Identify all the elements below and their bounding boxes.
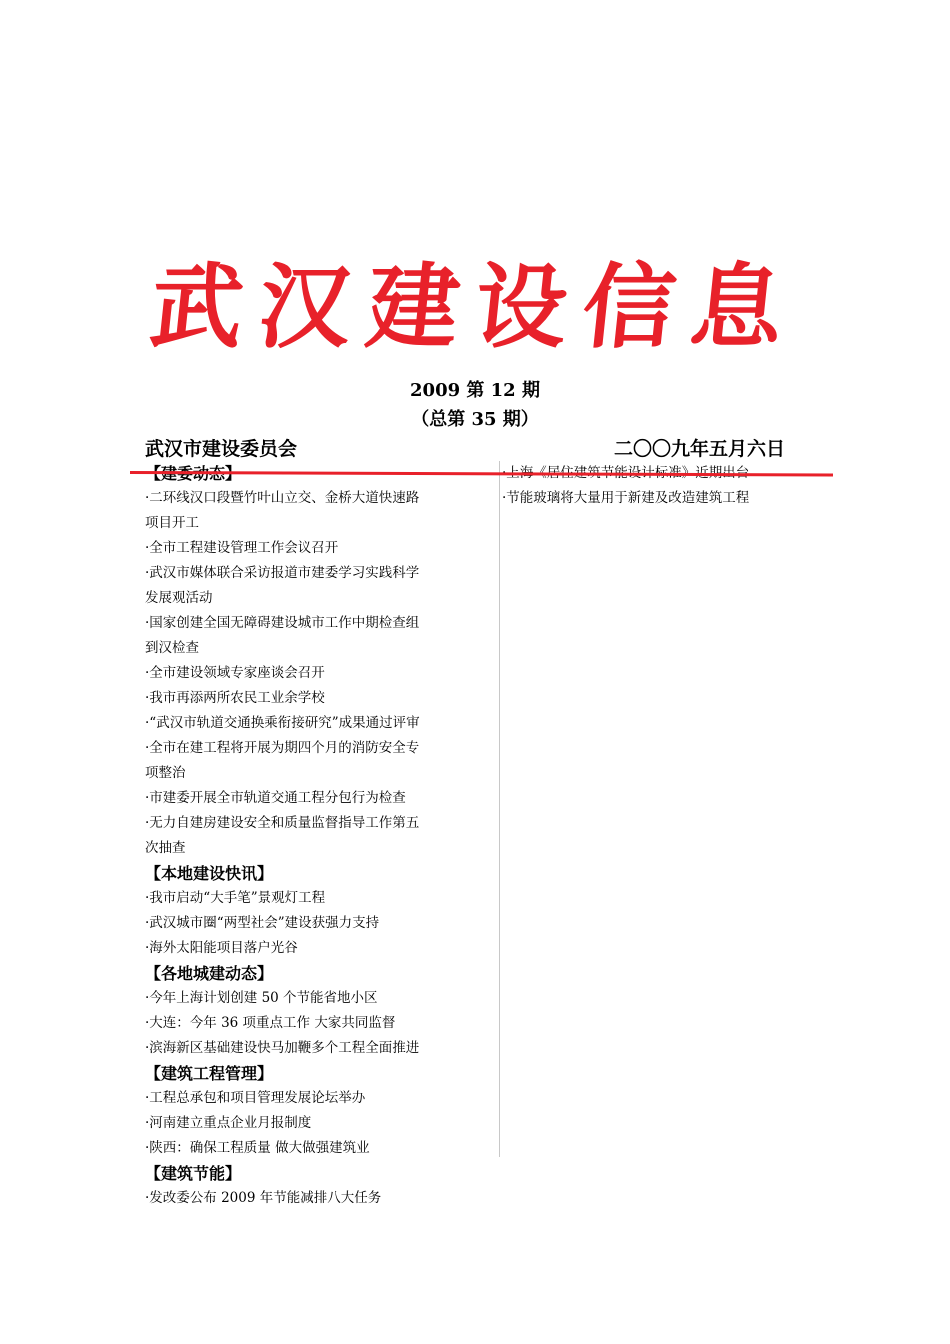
issue-total-number: （总第 35 期）	[411, 409, 539, 430]
headline-item[interactable]: 次抽查	[145, 840, 186, 856]
headline-item[interactable]: ·武汉城市圈“两型社会”建设获强力支持	[145, 915, 380, 931]
masthead-title: 武汉建设信息	[145, 254, 805, 361]
right-column	[502, 461, 802, 511]
issue-number: 2009 第 12 期	[410, 380, 540, 401]
headline-item[interactable]: ·市建委开展全市轨道交通工程分包行为检查	[145, 790, 406, 806]
headline-item[interactable]: ·节能玻璃将大量用于新建及改造建筑工程	[502, 490, 750, 506]
section-title: 【建筑工程管理】	[145, 1064, 274, 1083]
publication-date: 二〇〇九年五月六日	[613, 438, 785, 460]
section-title: 【建筑节能】	[145, 1164, 242, 1183]
left-column	[145, 461, 455, 1211]
headline-item[interactable]: ·海外太阳能项目落户光谷	[145, 940, 298, 956]
headline-item[interactable]: ·大连：今年 36 项重点工作 大家共同监督	[145, 1015, 396, 1031]
headline-item[interactable]: 项目开工	[145, 515, 199, 531]
headline-item[interactable]: ·工程总承包和项目管理发展论坛举办	[145, 1090, 366, 1106]
headline-item[interactable]: ·我市再添两所农民工业余学校	[145, 690, 325, 706]
headline-item[interactable]: ·全市建设领域专家座谈会召开	[145, 665, 325, 681]
headline-item[interactable]: ·我市启动“大手笔”景观灯工程	[145, 890, 326, 906]
headline-item[interactable]: ·武汉市媒体联合采访报道市建委学习实践科学	[145, 565, 420, 581]
headline-item[interactable]: ·陕西：确保工程质量 做大做强建筑业	[145, 1140, 370, 1156]
headline-item[interactable]: 项整治	[145, 765, 186, 781]
headline-item[interactable]: ·全市在建工程将开展为期四个月的消防安全专	[145, 740, 420, 756]
section-title: 【本地建设快讯】	[145, 864, 274, 883]
headline-item[interactable]: ·发改委公布 2009 年节能减排八大任务	[145, 1190, 382, 1206]
publisher-name: 武汉市建设委员会	[145, 438, 298, 460]
headline-item[interactable]: ·无力自建房建设安全和质量监督指导工作第五	[145, 815, 420, 831]
headline-item[interactable]: ·全市工程建设管理工作会议召开	[145, 540, 339, 556]
headline-item[interactable]: ·国家创建全国无障碍建设城市工作中期检查组	[145, 615, 420, 631]
headline-item[interactable]: ·河南建立重点企业月报制度	[145, 1115, 312, 1131]
column-divider	[499, 461, 500, 1157]
section-title: 【各地城建动态】	[145, 964, 274, 983]
headline-item[interactable]: 到汉检查	[145, 640, 199, 656]
headline-item[interactable]: ·今年上海计划创建 50 个节能省地小区	[145, 990, 378, 1006]
headline-item[interactable]: ·滨海新区基础建设快马加鞭多个工程全面推进	[145, 1040, 420, 1056]
headline-item[interactable]: ·二环线汉口段暨竹叶山立交、金桥大道快速路	[145, 490, 420, 506]
headline-item[interactable]: 发展观活动	[145, 590, 213, 606]
headline-item[interactable]: ·“武汉市轨道交通换乘衔接研究”成果通过评审	[145, 715, 420, 731]
